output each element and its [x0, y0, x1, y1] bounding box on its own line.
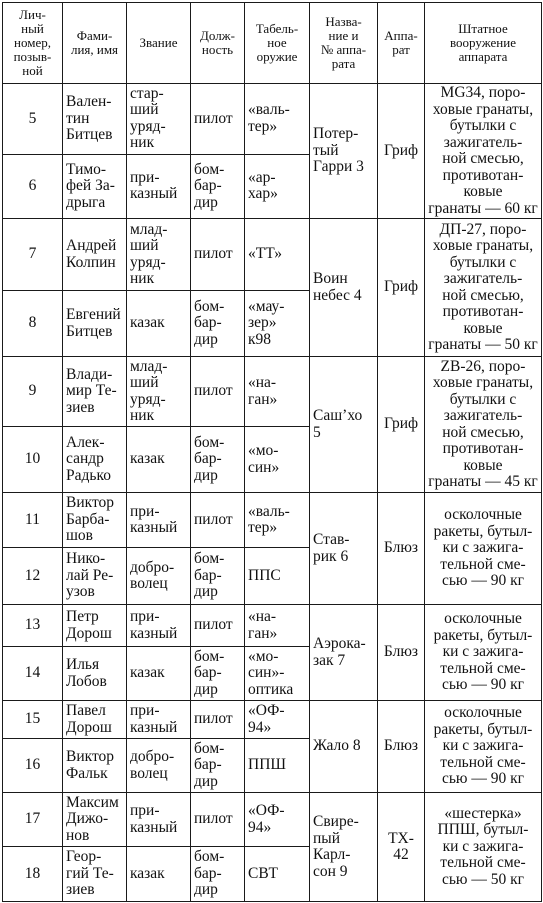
crew-role: бом- бар- дир: [191, 647, 245, 701]
craft-armament: осколочные ракеты, бутыл- ки с зажига- тельной сме- сью — 90 кг: [425, 605, 542, 701]
craft-type: Гриф: [378, 357, 425, 493]
crew-rank: стар- ший уряд- ник: [127, 84, 191, 155]
craft-type: Гриф: [378, 219, 425, 357]
craft-name: Свире- пый Карл- сон 9: [310, 793, 378, 902]
crew-name: Павел Дорош: [63, 701, 127, 739]
crew-rank: млад- ший уряд- ник: [127, 357, 191, 427]
personal-number: 7: [3, 219, 63, 291]
craft-type: Гриф: [378, 84, 425, 219]
crew-rank: добро- волец: [127, 548, 191, 605]
service-weapon: «мау- зер» к98: [245, 291, 310, 357]
crew-name: Виктор Фальк: [63, 739, 127, 793]
craft-name: Став- рик 6: [310, 493, 378, 605]
crew-role: пилот: [191, 793, 245, 847]
crew-rank: млад- ший уряд- ник: [127, 219, 191, 291]
crew-name: Максим Дижо- нов: [63, 793, 127, 847]
service-weapon: «мо- син»: [245, 427, 310, 493]
craft-name: Потер- тый Гарри 3: [310, 84, 378, 219]
crew-rank: казак: [127, 427, 191, 493]
crew-role: пилот: [191, 357, 245, 427]
service-weapon: СВТ: [245, 847, 310, 902]
header-name: Фами- лия, имя: [63, 3, 127, 84]
craft-type: TX- 42: [378, 793, 425, 902]
crew-role: пилот: [191, 605, 245, 647]
table-row: [3, 219, 542, 291]
personal-number: 8: [3, 291, 63, 357]
crew-name: Петр Дорош: [63, 605, 127, 647]
crew-rank: казак: [127, 847, 191, 902]
crew-role: бом- бар- дир: [191, 739, 245, 793]
craft-armament: ДП-27, поро- ховые гранаты, бутылки с зажигатель- ной смесью, противотан- ковые гранаты — 50 кг: [425, 219, 542, 357]
crew-role: бом- бар- дир: [191, 548, 245, 605]
table-row: [3, 357, 542, 427]
service-weapon: «на- ган»: [245, 605, 310, 647]
personal-number: 12: [3, 548, 63, 605]
service-weapon: «на- ган»: [245, 357, 310, 427]
craft-name: Саш’хо 5: [310, 357, 378, 493]
header-craft-name: Назва- ние и № аппа- рата: [310, 3, 378, 84]
crew-rank: казак: [127, 647, 191, 701]
craft-armament: осколочные ракеты, бутыл- ки с зажига- тельной сме- сью — 90 кг: [425, 493, 542, 605]
crew-name: Андрей Колпин: [63, 219, 127, 291]
craft-type: Блюз: [378, 701, 425, 793]
table-row: [3, 701, 542, 739]
craft-armament: «шестерка» ППШ, бутыл- ки с зажига- тельной сме- сью — 50 кг: [425, 793, 542, 902]
personal-number: 13: [3, 605, 63, 647]
craft-name: Аэрока- зак 7: [310, 605, 378, 701]
crew-name: Илья Лобов: [63, 647, 127, 701]
craft-armament: MG34, поро- ховые гранаты, бутылки с зажигатель- ной смесью, противотан- ковые гранаты — 60 кг: [425, 84, 542, 219]
header-personal-number: Лич- ный номер, позыв- ной: [3, 3, 63, 84]
service-weapon: ППШ: [245, 739, 310, 793]
header-row: [3, 3, 542, 84]
personal-number: 15: [3, 701, 63, 739]
service-weapon: «ар- хар»: [245, 154, 310, 218]
table-row: [3, 793, 542, 847]
crew-role: пилот: [191, 701, 245, 739]
personal-number: 16: [3, 739, 63, 793]
crew-name: Нико- лай Ре- узов: [63, 548, 127, 605]
crew-role: бом- бар- дир: [191, 291, 245, 357]
craft-type: Блюз: [378, 605, 425, 701]
personal-number: 6: [3, 154, 63, 218]
craft-name: Жало 8: [310, 701, 378, 793]
crew-rank: при- казный: [127, 605, 191, 647]
crew-role: бом- бар- дир: [191, 427, 245, 493]
service-weapon: «ОФ- 94»: [245, 793, 310, 847]
crew-name: Вален- тин Битцев: [63, 84, 127, 155]
header-rank: Звание: [127, 3, 191, 84]
crew-rank: при- казный: [127, 154, 191, 218]
service-weapon: «мо- син»- оптика: [245, 647, 310, 701]
header-armament: Штатное вооружение аппарата: [425, 3, 542, 84]
crew-role: пилот: [191, 219, 245, 291]
craft-type: Блюз: [378, 493, 425, 605]
personal-number: 10: [3, 427, 63, 493]
crew-rank: при- казный: [127, 701, 191, 739]
crew-role: пилот: [191, 84, 245, 155]
crew-name: Влади- мир Те- зиев: [63, 357, 127, 427]
table-row: [3, 84, 542, 155]
crew-rank: при- казный: [127, 493, 191, 548]
service-weapon: «ОФ- 94»: [245, 701, 310, 739]
personal-number: 18: [3, 847, 63, 902]
craft-armament: осколочные ракеты, бутыл- ки с зажига- тельной сме- сью — 90 кг: [425, 701, 542, 793]
crew-rank: казак: [127, 291, 191, 357]
personal-number: 14: [3, 647, 63, 701]
crew-name: Евгений Битцев: [63, 291, 127, 357]
personal-number: 5: [3, 84, 63, 155]
service-weapon: «ТТ»: [245, 219, 310, 291]
crew-table: [2, 2, 542, 902]
personal-number: 11: [3, 493, 63, 548]
personal-number: 9: [3, 357, 63, 427]
service-weapon: «валь- тер»: [245, 493, 310, 548]
craft-name: Воин небес 4: [310, 219, 378, 357]
crew-name: Геор- гий Те- зиев: [63, 847, 127, 902]
header-weapon: Табель- ное оружие: [245, 3, 310, 84]
crew-rank: добро- волец: [127, 739, 191, 793]
crew-role: пилот: [191, 493, 245, 548]
craft-armament: ZB-26, поро- ховые гранаты, бутылки с зажигатель- ной смесью, противотан- ковые гранаты — 45 кг: [425, 357, 542, 493]
crew-name: Алек- сандр Радько: [63, 427, 127, 493]
crew-role: бом- бар- дир: [191, 847, 245, 902]
table-body: [3, 84, 542, 902]
header-role: Долж- ность: [191, 3, 245, 84]
service-weapon: ППС: [245, 548, 310, 605]
table-row: [3, 605, 542, 647]
crew-role: бом- бар- дир: [191, 154, 245, 218]
crew-rank: при- казный: [127, 793, 191, 847]
table-row: [3, 493, 542, 548]
personal-number: 17: [3, 793, 63, 847]
service-weapon: «валь- тер»: [245, 84, 310, 155]
header-craft-type: Аппа- рат: [378, 3, 425, 84]
crew-name: Виктор Барба- шов: [63, 493, 127, 548]
crew-name: Тимо- фей За- дрыга: [63, 154, 127, 218]
